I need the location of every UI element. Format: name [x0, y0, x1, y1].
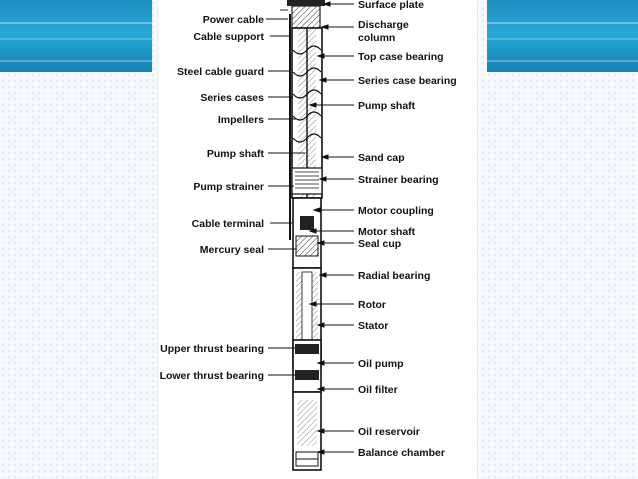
label-cable-support: Cable support [193, 31, 264, 43]
label-stator: Stator [358, 320, 389, 332]
label-upper-thrust-bearing: Upper thrust bearing [160, 343, 264, 355]
label-radial-bearing: Radial bearing [358, 270, 431, 282]
label-mercury-seal: Mercury seal [199, 244, 264, 256]
seal-section [293, 198, 321, 268]
label-pump-strainer: Pump strainer [193, 181, 264, 193]
left-labels [160, 14, 265, 382]
label-top-case-bearing: Top case bearing [358, 51, 444, 63]
label-impellers: Impellers [217, 114, 264, 126]
label-oil-pump: Oil pump [358, 358, 404, 370]
label-discharge: Discharge [358, 19, 409, 31]
oil-section [293, 340, 321, 470]
label-oil-reservoir: Oil reservoir [358, 426, 420, 438]
label-cable-terminal: Cable terminal [191, 218, 264, 230]
label-sand-cap: Sand cap [358, 152, 405, 164]
discharge-column [280, 0, 325, 28]
label-pump-shaft-right: Pump shaft [358, 100, 416, 112]
label-column: column [358, 32, 396, 44]
label-rotor: Rotor [358, 299, 386, 311]
label-oil-filter: Oil filter [358, 384, 398, 396]
label-strainer-bearing: Strainer bearing [358, 174, 439, 186]
label-motor-shaft: Motor shaft [358, 226, 416, 238]
label-surface-plate: Surface plate [358, 0, 424, 11]
label-pump-shaft-left: Pump shaft [206, 148, 264, 160]
label-series-case-bearing: Series case bearing [358, 75, 457, 87]
label-steel-cable-guard: Steel cable guard [177, 66, 264, 78]
right-labels [358, 0, 457, 459]
label-balance-chamber: Balance chamber [358, 447, 445, 459]
label-seal-cup: Seal cup [358, 238, 402, 250]
label-series-cases: Series cases [200, 92, 264, 104]
label-motor-coupling: Motor coupling [358, 205, 434, 217]
label-power-cable: Power cable [202, 14, 264, 26]
label-lower-thrust-bearing: Lower thrust bearing [159, 370, 264, 382]
